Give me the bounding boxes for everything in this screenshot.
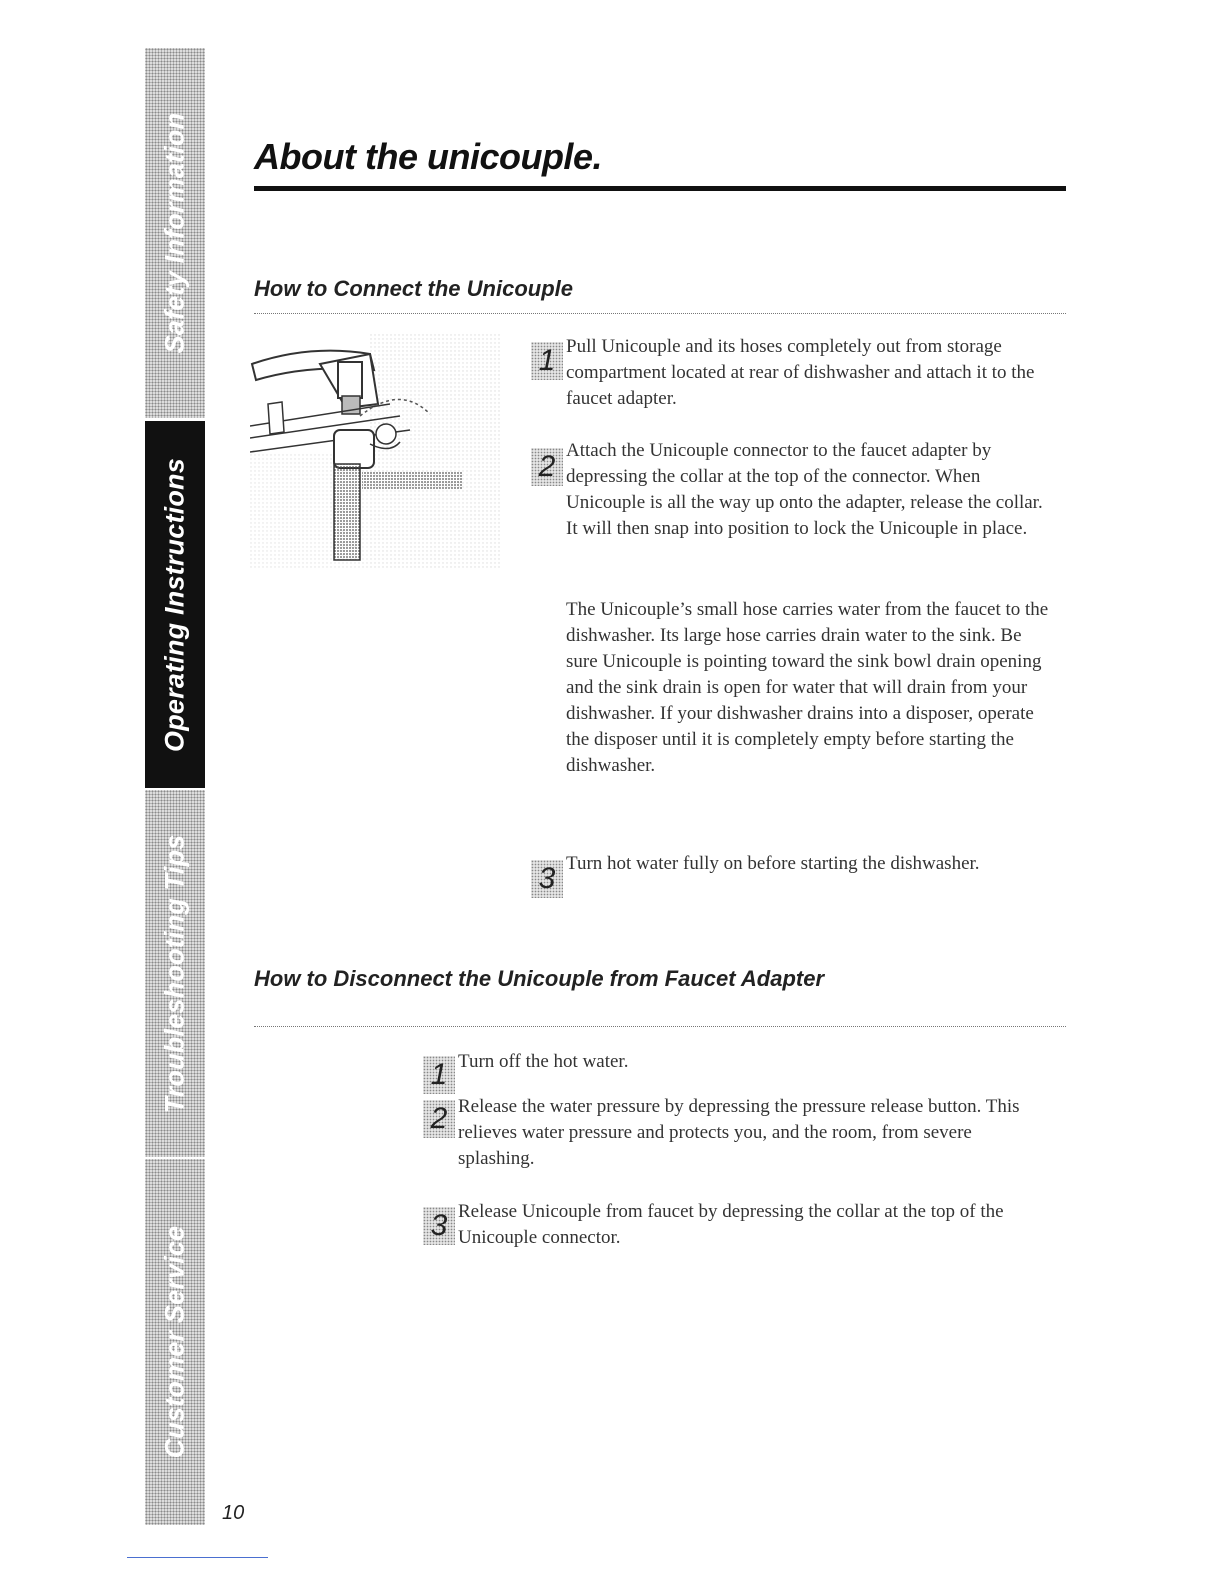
connect-step-1-text: Pull Unicouple and its hoses completely out from storage compartment located at rear of dishwasher and attach it to the faucet adapter. [566,336,1035,409]
connect-note-paragraph: The Unicouple’s small hose carries water from the faucet to the dishwasher. Its large hose carries drain water to the sink. Be sure Unicouple is pointing toward the sink bowl drain opening and the sink drain is open for water that will drain from your dishwasher. If your dishwasher drains into a disposer, operate the disposer until it is completely empty before starting the dishwasher. [566,599,1049,776]
connect-step-3-text: Turn hot water fully on before starting the dishwasher. [566,853,980,874]
sidebar-tab-label: Operating Instructions [159,457,190,752]
step-number-badge: 2 [423,1100,455,1138]
page-number: 10 [222,1502,245,1524]
sidebar-tab-label: Customer Service [159,1225,190,1459]
footer-line [127,1557,268,1558]
disconnect-step-3-text: Release Unicouple from faucet by depressing the collar at the top of the Unicouple connector. [458,1201,1004,1248]
step-number-badge: 2 [531,448,563,486]
sidebar-tab-label: Safety Information [159,112,190,354]
title-rule [254,186,1066,191]
step-number-badge: 3 [423,1207,455,1245]
sidebar-tab-operating-instructions[interactable] [145,421,205,788]
section-heading-connect: How to Connect the Unicouple [254,276,573,301]
sidebar-tab-troubleshooting-tips[interactable] [145,790,205,1157]
section-heading-disconnect: How to Disconnect the Unicouple from Faucet Adapter [254,966,825,991]
sidebar-tab-label: Troubleshooting Tips [159,834,190,1113]
step-number-badge: 1 [423,1056,455,1094]
disconnect-step-1-text: Turn off the hot water. [458,1051,629,1072]
step-number-badge: 1 [531,342,563,380]
page-title: About the unicouple. [254,136,602,177]
sidebar-tab-customer-service[interactable] [145,1159,205,1525]
connect-step-2-text: Attach the Unicouple connector to the faucet adapter by depressing the collar at the top of the connector. When Unicouple is all the way up onto the adapter, release the collar. It will then snap into position to lock the Unicouple in place. [566,440,1043,539]
sidebar-tab-safety-information[interactable] [145,48,205,418]
disconnect-step-2-text: Release the water pressure by depressing the pressure release button. This relieves water pressure and protects you, and the room, from severe splashing. [458,1096,1020,1169]
unicouple-faucet-illustration [250,334,502,574]
section-rule [254,1026,1066,1027]
section-rule [254,313,1066,314]
step-number-badge: 3 [531,860,563,898]
